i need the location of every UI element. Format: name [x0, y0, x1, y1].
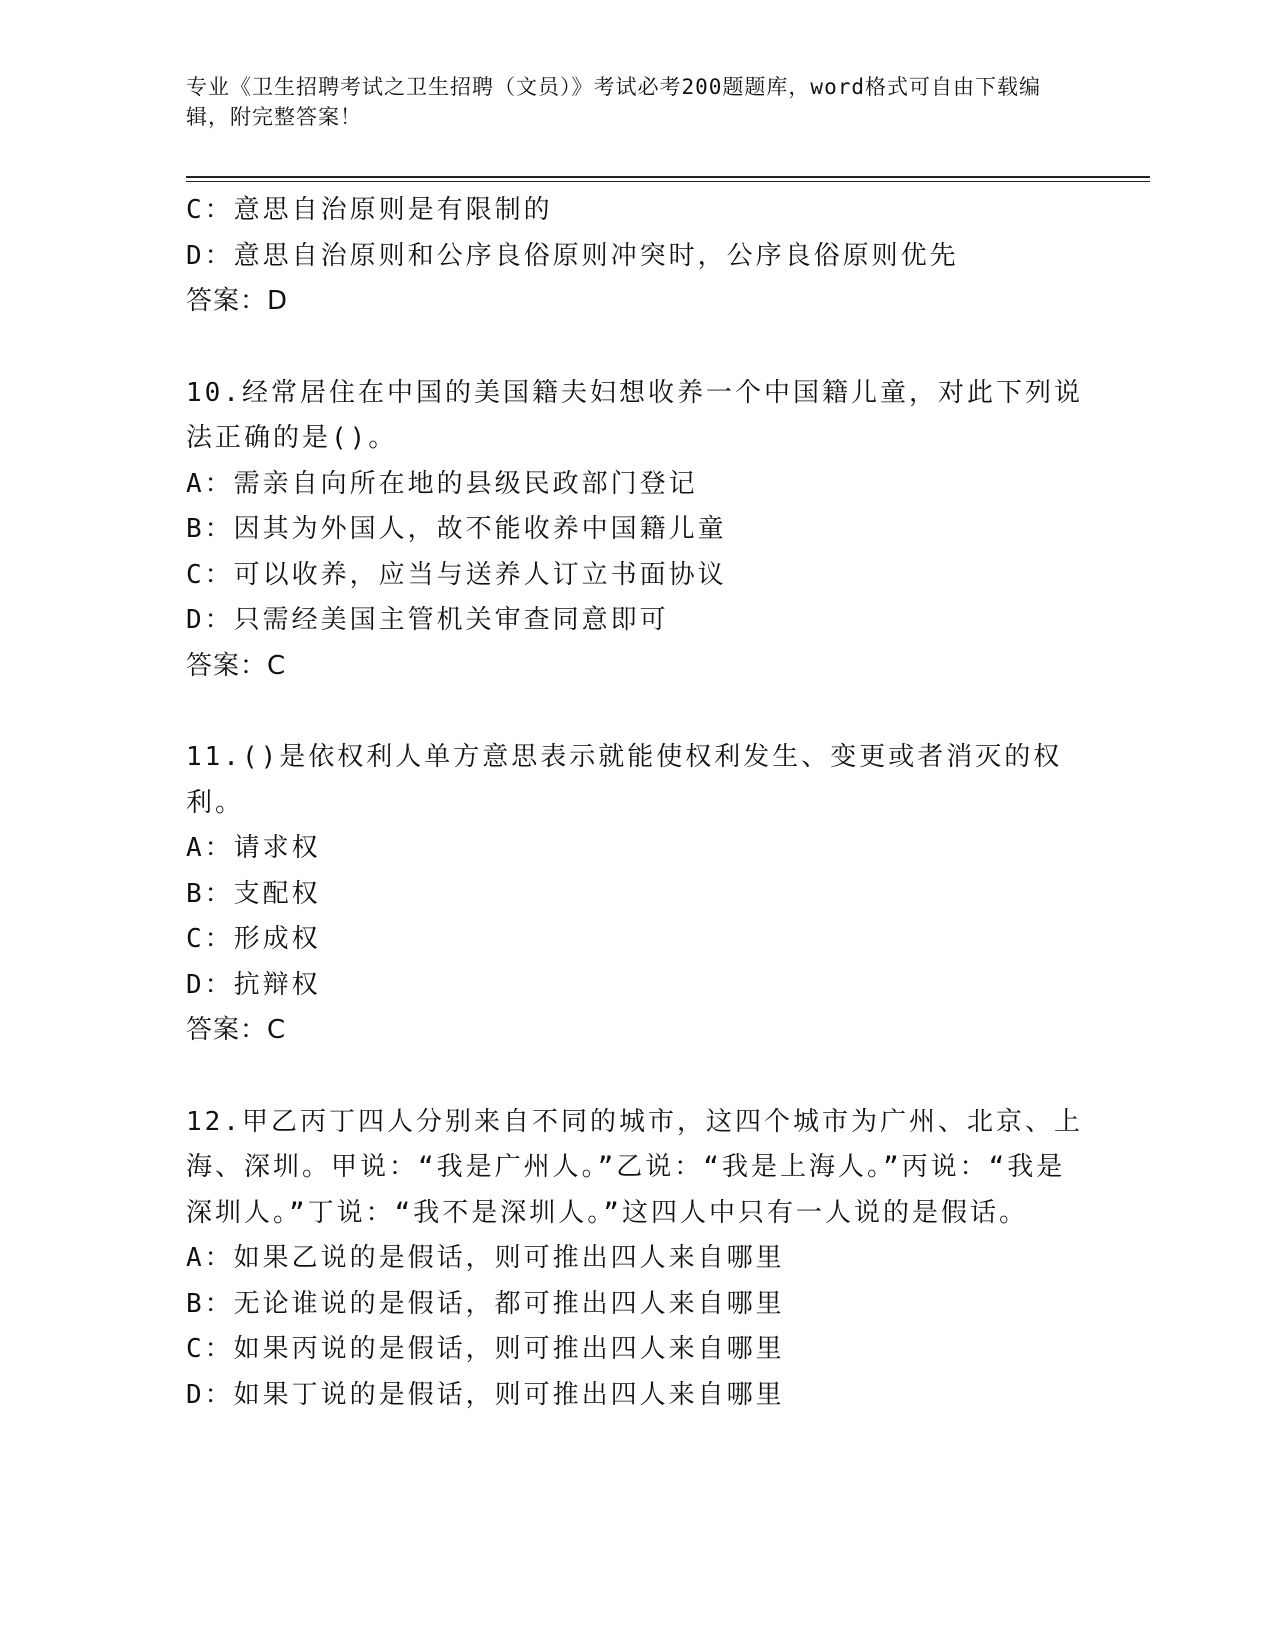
question-list: [186, 188, 1086, 1418]
header-rule-thick: [186, 176, 1150, 178]
option-c: C：可以收养，应当与送养人订立书面协议: [186, 559, 727, 590]
option-d: D：如果丁说的是假话，则可推出四人来自哪里: [186, 1379, 785, 1410]
answer: 答案：D: [186, 286, 289, 316]
option-d: D：意思自治原则和公序良俗原则冲突时，公序良俗原则优先: [186, 240, 959, 271]
option-d: D：只需经美国主管机关审查同意即可: [186, 605, 669, 635]
spacer: [186, 1054, 1086, 1100]
option-c: C：形成权: [186, 924, 321, 954]
spacer: [186, 689, 1086, 735]
option-a: A：请求权: [186, 833, 321, 863]
question-stem: 12.甲乙丙丁四人分别来自不同的城市，这四个城市为广州、北京、上海、深圳。甲说：“我是广州人。”乙说：“我是上海人。”丙说：“我是深圳人。”丁说：“我不是深圳人。”这四人中只有一人说的是假话。: [186, 1106, 1083, 1228]
answer: 答案：C: [186, 1015, 287, 1045]
header-rule-thin: [186, 181, 1150, 182]
question-stem: 10.经常居住在中国的美国籍夫妇想收养一个中国籍儿童，对此下列说法正确的是()。: [186, 377, 1083, 453]
document-header: 专业《卫生招聘考试之卫生招聘（文员）》考试必考200题题库，word格式可自由下载编辑，附完整答案！: [186, 75, 1041, 129]
option-a: A：需亲自向所在地的县级民政部门登记: [186, 468, 698, 499]
option-d: D：抗辩权: [186, 969, 321, 1000]
option-b: B：无论谁说的是假话，都可推出四人来自哪里: [186, 1288, 785, 1319]
option-b: B：支配权: [186, 878, 321, 909]
option-b: B：因其为外国人，故不能收养中国籍儿童: [186, 514, 727, 544]
question-stem: 11.()是依权利人单方意思表示就能使权利发生、变更或者消灭的权利。: [186, 742, 1063, 818]
option-a: A：如果乙说的是假话，则可推出四人来自哪里: [186, 1243, 785, 1273]
answer: 答案：C: [186, 650, 287, 681]
spacer: [186, 325, 1086, 371]
option-c: C：如果丙说的是假话，则可推出四人来自哪里: [186, 1334, 785, 1364]
option-c: C：意思自治原则是有限制的: [186, 195, 553, 225]
